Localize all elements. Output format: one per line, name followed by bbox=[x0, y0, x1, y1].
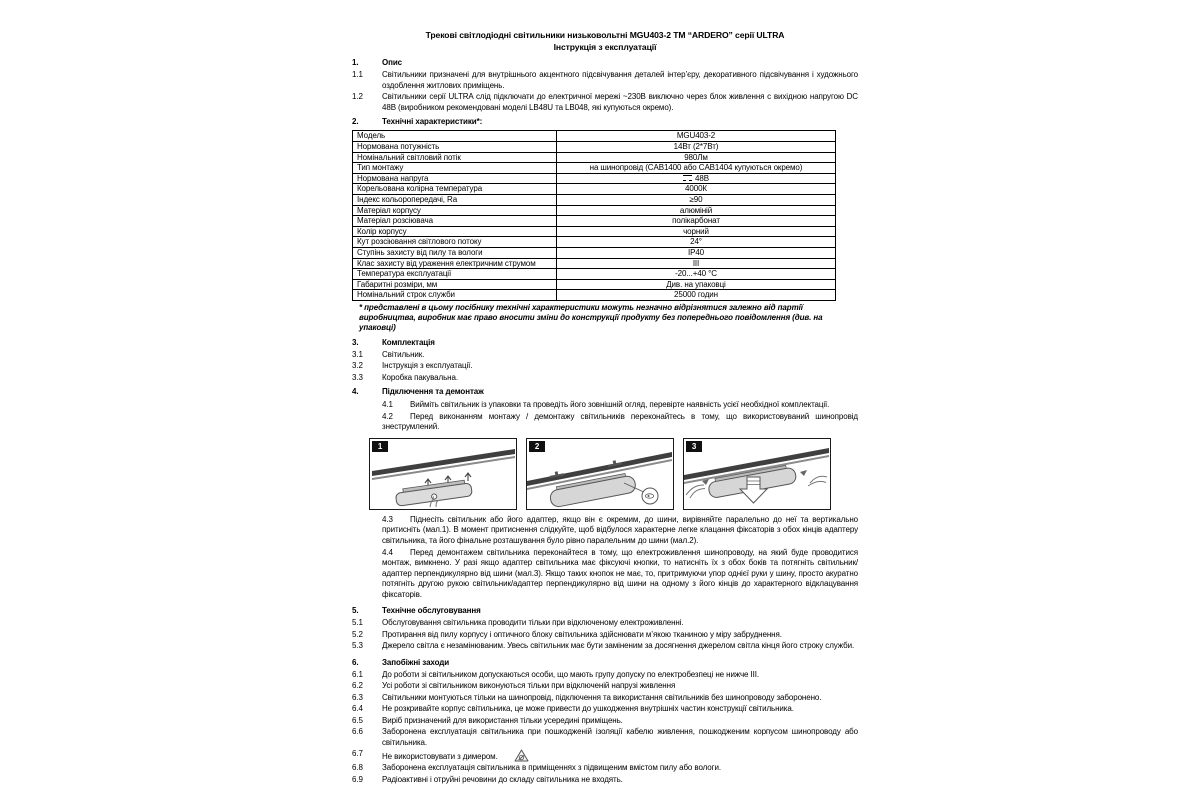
spec-value: чорний bbox=[557, 226, 836, 237]
spec-value: на шинопровід (CAB1400 або CAB1404 купуються окремо) bbox=[557, 163, 836, 174]
item-number: 6.7 bbox=[352, 748, 363, 758]
table-row bbox=[353, 226, 836, 237]
item-number: 1.2 bbox=[352, 92, 363, 102]
item-number: 6.1 bbox=[352, 670, 363, 680]
item-text: Не розкривайте корпус світильника, це може привести до ушкодження внутрішніх частин конструкції світильника. bbox=[382, 704, 794, 714]
table-row bbox=[353, 269, 836, 280]
item-text: Перед демонтажем світильника переконайтеся в тому, що електроживлення шинопроводу, на який буде проводитися монтаж, вимкнено. У разі якщо адаптер світильника має фіксуючі кнопки, то натисніть їх з обох боків та потягніть світильник/адаптер перпендикулярно від шини (мал.3). Якщо таких кнопок не має, то, притримуючи упор однієї руки у шину, просто акуратно потягніть другою рукою світильник/адаптер перпендикулярно від шини на одному з його кінців до характерного відклацування фіксаторів. bbox=[382, 548, 858, 599]
section-2-title: Технічні характеристики*: bbox=[382, 117, 483, 127]
list-item-6-2 bbox=[352, 681, 858, 691]
spec-param: Модель bbox=[353, 131, 557, 142]
list-item-5-3 bbox=[352, 641, 858, 651]
table-row bbox=[353, 173, 836, 184]
spec-param: Колір корпусу bbox=[353, 226, 557, 237]
item-text: Не використовувати з димером. bbox=[382, 751, 498, 761]
title-line-2: Інструкція з експлуатації bbox=[553, 41, 657, 52]
item-number: 6.8 bbox=[352, 763, 363, 773]
item-text: Обслуговування світильника проводити тільки при відключеному електроживленні. bbox=[382, 618, 684, 628]
item-text: Коробка пакувальна. bbox=[382, 372, 458, 382]
section-2-number: 2. bbox=[352, 117, 359, 127]
item-text: До роботи зі світильником допускаються особи, що мають групу допуску по електробезпеці не нижче III. bbox=[382, 670, 760, 680]
list-item-6-3 bbox=[352, 693, 858, 703]
document-content bbox=[352, 30, 858, 785]
section-3-heading bbox=[352, 338, 858, 348]
item-text: Усі роботи зі світильником виконуються тільки при відключеній напрузі живлення bbox=[382, 681, 676, 691]
title-line-1: Трекові світлодіодні світильники низьковольтні MGU403-2 ТМ “ARDERO” серії ULTRA bbox=[425, 30, 785, 40]
item-number: 4.4 bbox=[382, 548, 393, 558]
spec-value: ≥90 bbox=[557, 195, 836, 206]
list-item-6-1 bbox=[352, 670, 858, 680]
spec-value: 980Лм bbox=[557, 152, 836, 163]
item-number: 4.1 bbox=[382, 399, 393, 409]
paragraph-4-2 bbox=[382, 412, 858, 433]
spec-param: Індекс кольоропередачі, Ra bbox=[353, 195, 557, 206]
spec-param: Кут розсіювання світлового потоку bbox=[353, 237, 557, 248]
figure-2-badge: 2 bbox=[529, 441, 545, 452]
item-text: Радіоактивні і отруйні речовини до складу світильника не входять. bbox=[382, 774, 623, 784]
table-row bbox=[353, 195, 836, 206]
dc-symbol-icon bbox=[683, 175, 692, 181]
list-item-3-2 bbox=[352, 361, 858, 371]
specs-footnote: * представлені в цьому посібнику технічні характеристики можуть незначно відрізнятися залежно від партії виробництва, виробник має право вносити зміни до конструкції продукту без попереднього повідомлення (див. на упаковці) bbox=[359, 302, 823, 333]
item-text: Виріб призначений для використання тільки усередині приміщень. bbox=[382, 715, 623, 725]
section-6-heading bbox=[352, 658, 858, 668]
item-text: Світильники монтуються тільки на шинопровід, підключення та використання світильників без шинопроводу заборонено. bbox=[382, 692, 822, 702]
item-number: 3.2 bbox=[352, 361, 363, 371]
table-row bbox=[353, 290, 836, 301]
item-text: Заборонена експлуатація світильника в приміщеннях з підвищеним вмістом пилу або вологи. bbox=[382, 763, 721, 773]
section-1-heading bbox=[352, 58, 858, 68]
section-6-number: 6. bbox=[352, 657, 359, 667]
spec-param: Матеріал корпусу bbox=[353, 205, 557, 216]
section-5-number: 5. bbox=[352, 606, 359, 616]
spec-param: Температура експлуатації bbox=[353, 269, 557, 280]
item-number: 6.6 bbox=[352, 727, 363, 737]
specs-table bbox=[352, 130, 836, 301]
spec-param: Тип монтажу bbox=[353, 163, 557, 174]
section-5-title: Технічне обслуговування bbox=[382, 606, 481, 616]
spec-value: алюміній bbox=[557, 205, 836, 216]
item-number: 5.3 bbox=[352, 641, 363, 651]
table-row bbox=[353, 163, 836, 174]
spec-value: III bbox=[557, 258, 836, 269]
paragraph-4-3 bbox=[382, 515, 858, 546]
item-text: Піднесіть світильник або його адаптер, якщо він є окремим, до шини, вирівняйте паралельно до неї та вертикально притисніть (мал.1). В момент притиснення слідкуйте, щоб відбулося характерне легке клацання фіксаторів з обох кінців адаптеру світильника, та його фінальне розташування було рівно паралельним до шини (мал.2). bbox=[382, 514, 858, 545]
item-text: Перед виконанням монтажу / демонтажу світильників переконайтесь в тому, що використовуваний шинопровід знеструмлений. bbox=[382, 411, 858, 432]
spec-param: Номінальний строк служби bbox=[353, 290, 557, 301]
list-item-6-4 bbox=[352, 704, 858, 714]
figure-3-badge: 3 bbox=[686, 441, 702, 452]
item-text: Світильник. bbox=[382, 349, 425, 359]
table-row bbox=[353, 131, 836, 142]
item-number: 6.2 bbox=[352, 681, 363, 691]
spec-param: Матеріал розсіювача bbox=[353, 216, 557, 227]
list-item-6-9 bbox=[352, 775, 858, 785]
list-item-6-5 bbox=[352, 716, 858, 726]
list-item-6-6 bbox=[352, 727, 858, 748]
spec-param: Нормована напруга bbox=[353, 173, 557, 184]
figure-1-badge: 1 bbox=[372, 441, 388, 452]
item-text: Вийміть світильник із упаковки та проведіть його зовнішній огляд, перевірте наявність усієї необхідної комплектації. bbox=[410, 399, 830, 409]
paragraph-4-1 bbox=[382, 400, 858, 410]
section-3-number: 3. bbox=[352, 337, 359, 347]
spec-value: MGU403-2 bbox=[557, 131, 836, 142]
list-item-3-1 bbox=[352, 350, 858, 360]
spec-param: Габаритні розміри, мм bbox=[353, 279, 557, 290]
section-4-number: 4. bbox=[352, 387, 359, 397]
section-5-heading bbox=[352, 606, 858, 616]
spec-param: Номінальний світловий потік bbox=[353, 152, 557, 163]
spec-value: 14Вт (2*7Вт) bbox=[557, 142, 836, 153]
item-number: 4.3 bbox=[382, 514, 393, 524]
spec-value: полікарбонат bbox=[557, 216, 836, 227]
table-row bbox=[353, 142, 836, 153]
item-number: 5.2 bbox=[352, 629, 363, 639]
no-dimmer-icon bbox=[514, 749, 529, 762]
item-text-with-icon bbox=[382, 749, 858, 762]
item-text: Протирання від пилу корпусу і оптичного блоку світильника здійснювати м’якою тканиною у міру забруднення. bbox=[382, 629, 782, 639]
spec-value: 25000 годин bbox=[557, 290, 836, 301]
item-number: 1.1 bbox=[352, 70, 363, 80]
item-number: 3.1 bbox=[352, 349, 363, 359]
installation-figures bbox=[369, 438, 858, 510]
spec-value: IP40 bbox=[557, 247, 836, 258]
table-row bbox=[353, 247, 836, 258]
item-text: Світильники призначені для внутрішнього акцентного підсвічування деталей інтер’єру, декоративного підсвічування і художнього оздоблення житлових приміщень. bbox=[382, 70, 858, 90]
removal-step-3-diagram bbox=[684, 439, 829, 508]
list-item-5-1 bbox=[352, 618, 858, 628]
figure-step-3 bbox=[683, 438, 831, 510]
list-item-5-2 bbox=[352, 630, 858, 640]
section-1-title: Опис bbox=[382, 58, 403, 67]
item-text: Заборонена експлуатація світильника при пошкодженій ізоляції кабелю живлення, пошкодженим корпусом шинопроводу або світильника. bbox=[382, 727, 858, 747]
section-2-heading bbox=[352, 117, 858, 127]
item-number: 6.4 bbox=[352, 704, 363, 714]
table-row bbox=[353, 237, 836, 248]
spec-value: Див. на упаковці bbox=[557, 279, 836, 290]
installation-step-2-diagram bbox=[527, 439, 672, 508]
section-1-number: 1. bbox=[352, 58, 359, 67]
item-text: Світильники серії ULTRA слід підключати до електричної мережі ~230В виключно через блок живлення с вихідною напругою DC 48В (виробником рекомендовані моделі LB48U та LB048, які купуються окремо). bbox=[382, 92, 858, 112]
list-item-1-1 bbox=[352, 70, 858, 91]
item-number: 4.2 bbox=[382, 411, 393, 421]
item-number: 6.9 bbox=[352, 774, 363, 784]
item-text: Джерело світла є незамінюваним. Увесь світильник має бути заміненим за досягнення джерелом світла кінця його строку служби. bbox=[382, 641, 855, 651]
section-4-heading bbox=[352, 387, 858, 397]
item-number: 6.5 bbox=[352, 715, 363, 725]
list-item-6-7 bbox=[352, 749, 858, 762]
section-6-title: Запобіжні заходи bbox=[382, 657, 450, 667]
spec-param: Нормована потужність bbox=[353, 142, 557, 153]
figure-step-1 bbox=[369, 438, 517, 510]
table-row bbox=[353, 279, 836, 290]
spec-value: 24° bbox=[557, 237, 836, 248]
table-row bbox=[353, 205, 836, 216]
installation-step-1-diagram bbox=[370, 439, 515, 508]
spec-param: Корельована колірна температура bbox=[353, 184, 557, 195]
spec-value: -20...+40 °С bbox=[557, 269, 836, 280]
item-text: Інструкція з експлуатації. bbox=[382, 361, 473, 371]
list-item-1-2 bbox=[352, 92, 858, 113]
table-row bbox=[353, 184, 836, 195]
table-row bbox=[353, 152, 836, 163]
list-item-3-3 bbox=[352, 373, 858, 383]
spec-value: 48В bbox=[557, 173, 836, 184]
list-item-6-8 bbox=[352, 763, 858, 773]
spec-param: Клас захисту від ураження електричним струмом bbox=[353, 258, 557, 269]
section-4-title: Підключення та демонтаж bbox=[382, 387, 484, 397]
item-number: 5.1 bbox=[352, 618, 363, 628]
table-row bbox=[353, 258, 836, 269]
spec-value: 4000К bbox=[557, 184, 836, 195]
figure-step-2 bbox=[526, 438, 674, 510]
section-3-title: Комплектація bbox=[382, 337, 435, 347]
paragraph-4-4 bbox=[382, 548, 858, 600]
item-number: 3.3 bbox=[352, 372, 363, 382]
item-number: 6.3 bbox=[352, 692, 363, 702]
document-title bbox=[352, 30, 858, 53]
spec-param: Ступінь захисту від пилу та вологи bbox=[353, 247, 557, 258]
table-row bbox=[353, 216, 836, 227]
